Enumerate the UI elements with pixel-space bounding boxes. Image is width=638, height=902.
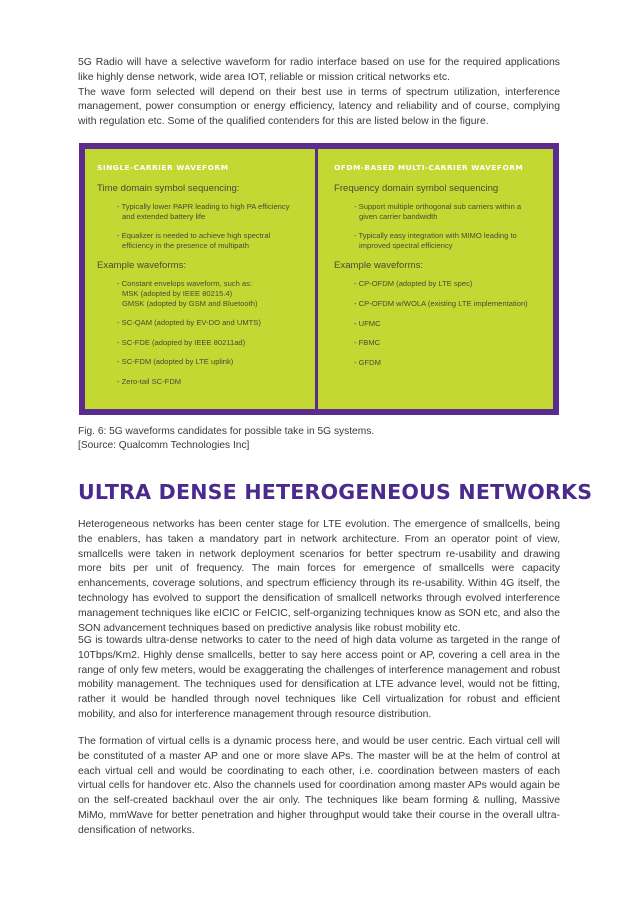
list-item-line: - Support multiple orthogonal sub carriers within a	[354, 202, 522, 211]
body-paragraph-3: The formation of virtual cells is a dynamic process here, and would be user centric. Each virtual cell will be constituted of a master AP and one or more slave APs. The master will be at the helm of control at each virtual cell and would be coordinating to each other, i.e. coordination between masters of each virtual cells for handover etc. Also the channels used for coordination among master APs would again be on the self-created backhaul over the air only. The techniques like beam forming & nulling, Massive MiMo, mmWave for better penetration and higher throughput would take their course in the overall ultra-densification of networks.	[78, 736, 560, 836]
list-item	[354, 202, 543, 221]
list-item-line: - Zero-tail SC-FDM	[117, 376, 182, 386]
single-carrier-properties	[97, 202, 305, 250]
figure-caption	[78, 425, 374, 453]
list-item-line: MSK (adopted by IEEE 80215.4)	[122, 288, 233, 298]
waveform-figure	[79, 143, 559, 415]
ofdm-panel	[318, 149, 553, 409]
example-waveforms-subtitle-right: Example waveforms:	[334, 260, 424, 272]
caption-source: [Source: Qualcomm Technologies Inc]	[78, 440, 250, 451]
list-item	[117, 202, 305, 221]
time-domain-subtitle: Time domain symbol sequencing:	[97, 183, 240, 194]
list-item	[354, 358, 543, 368]
list-item-line: and extended battery life	[122, 211, 206, 221]
list-item-line: - Typically lower PAPR leading to high PA efficiency	[117, 202, 290, 211]
list-item	[117, 231, 305, 250]
list-item-line: - Constant envelops waveform, such as:	[117, 279, 253, 289]
intro-line-1: 5G Radio will have a selective waveform for radio interface based on use for the required applications like highly dense network, wide area IOT, reliable or mission critical networks etc.	[78, 57, 560, 83]
list-item	[354, 319, 543, 329]
list-item	[354, 299, 543, 309]
list-item-line: - FBMC	[354, 338, 381, 348]
example-waveforms-subtitle-left: Example waveforms:	[97, 260, 187, 272]
body-paragraph-1: Heterogeneous networks has been center stage for LTE evolution. The emergence of smallcells, being the enablers, has taken a mandatory part in network architecture. From an operator point of view, smallcells were taken in network deployment scenarios for better spectrum re-usability and drawing more bits per unit of frequency. The main forces for emergence of smallcells were capacity enhancements, coverage solutions, and spectrum efficiency through its re-usability. Within 4G itself, the technology has evolved to support the densification of smallcell networks through evolved interference management techniques like eICIC or FeICIC, self-organizing techniques know as SON etc, and also the SON advancement techniques based on predictive analysis like robust mobility etc.	[78, 519, 560, 634]
list-item	[117, 338, 305, 348]
list-item-line: - Equalizer is needed to achieve high spectral	[117, 231, 271, 241]
list-item-line: improved spectral efficiency	[359, 240, 453, 250]
list-item	[117, 377, 305, 387]
intro-paragraph	[78, 56, 560, 130]
frequency-domain-subtitle: Frequency domain symbol sequencing	[334, 183, 499, 194]
list-item	[117, 279, 305, 308]
list-item-line: - GFDM	[354, 357, 381, 367]
list-item-line: - SC-FDM (adopted by LTE uplink)	[117, 357, 234, 367]
list-item-line: - CP-OFDM (adopted by LTE spec)	[354, 279, 473, 289]
list-item-line: - UFMC	[354, 318, 381, 328]
list-item-line: GMSK (adopted by GSM and Bluetooth)	[122, 298, 258, 308]
ofdm-examples	[334, 279, 543, 367]
single-carrier-examples	[97, 279, 305, 386]
list-item	[117, 318, 305, 328]
single-carrier-panel	[85, 149, 315, 409]
body-paragraph-2: 5G is towards ultra-dense networks to cater to the need of high data volume as targeted in the range of 10Tbps/Km2. Highly dense smallcells, better to say here access point or AP, covering a cell area in the range of only few meters, would be exaggerating the challenges of interference management and robust mobility management. The techniques used for densification at LTE advance level, would not be fitting, rather it would be handled through novel techniques like Cell virtualization for robust and efficient mobility, and also for interference management through resource distribution.	[78, 635, 560, 720]
list-item	[354, 231, 543, 250]
caption-line-1: Fig. 6: 5G waveforms candidates for possible take in 5G systems.	[78, 426, 375, 437]
ofdm-title: OFDM-BASED MULTI-CARRIER WAVEFORM	[334, 163, 524, 172]
list-item-line: given carrier bandwidth	[359, 211, 438, 221]
list-item-line: - Typically easy integration with MIMO leading to	[354, 231, 517, 241]
list-item-line: efficiency in the presence of multipath	[122, 240, 249, 250]
list-item	[117, 357, 305, 367]
single-carrier-title: SINGLE-CARRIER WAVEFORM	[97, 163, 229, 172]
intro-line-2: The wave form selected will depend on their best use in terms of spectrum utilization, interference management, power consumption or energy efficiency, latency and reliability and of course, complying with regulation etc. Some of the qualified contenders for this are listed below in the figure.	[78, 86, 560, 128]
list-item	[354, 279, 543, 289]
list-item-line: - CP-OFDM w/WOLA (existing LTE implementation)	[354, 298, 528, 308]
ofdm-properties	[334, 202, 543, 250]
section-heading: ULTRA DENSE HETEROGENEOUS NETWORKS	[78, 480, 593, 504]
list-item	[354, 338, 543, 348]
list-item-line: - SC-FDE (adopted by IEEE 80211ad)	[117, 337, 246, 347]
list-item-line: - SC-QAM (adopted by EV-DO and UMTS)	[117, 318, 261, 328]
